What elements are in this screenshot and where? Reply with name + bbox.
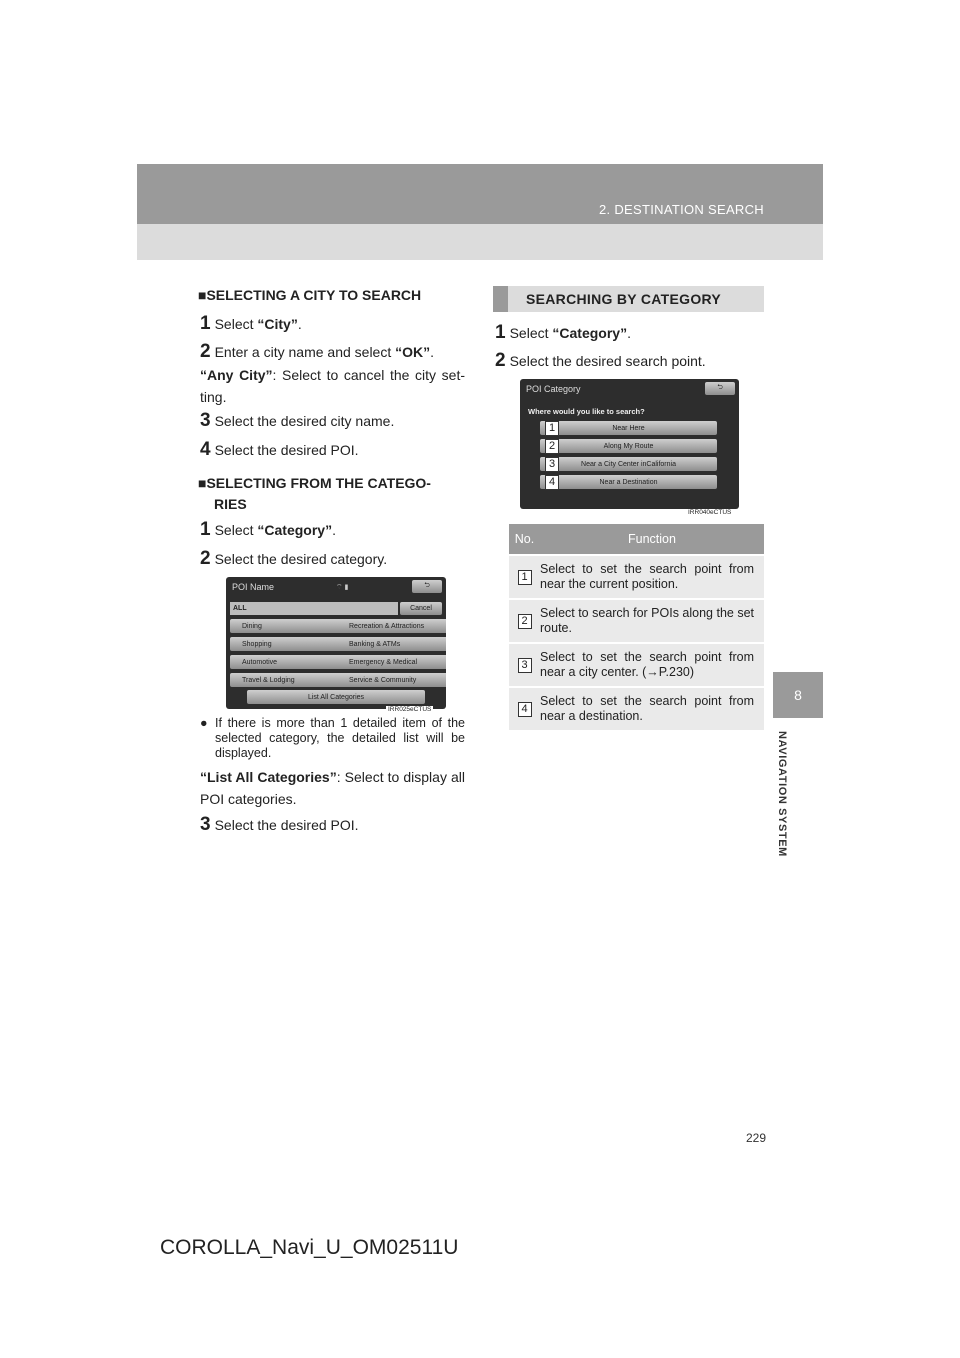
table-header bbox=[509, 524, 764, 555]
table-row bbox=[509, 643, 764, 687]
cancel-button[interactable]: Cancel bbox=[400, 602, 442, 615]
step-2-search: 2 Select the desired search point. bbox=[495, 350, 706, 371]
near-here-button[interactable]: Near Here bbox=[540, 421, 717, 435]
page-number: 229 bbox=[745, 1131, 766, 1145]
heading-select-city: ■SELECTING A CITY TO SEARCH bbox=[198, 287, 422, 303]
section-heading-bar: SEARCHING BY CATEGORY bbox=[493, 286, 764, 312]
callout-number: 1 bbox=[545, 421, 559, 436]
back-icon[interactable]: ⮌ bbox=[705, 382, 735, 395]
near-city-center-button[interactable]: Near a City Center inCalifornia bbox=[540, 457, 717, 471]
list-all-categories-button[interactable]: List All Categories bbox=[247, 690, 425, 704]
category-button[interactable]: Shopping bbox=[230, 637, 347, 651]
row-number: 2 bbox=[518, 614, 532, 629]
search-question: Where would you like to search? bbox=[528, 407, 645, 416]
back-icon[interactable]: ⮌ bbox=[412, 580, 442, 593]
callout-number: 2 bbox=[545, 439, 559, 454]
along-my-route-button[interactable]: Along My Route bbox=[540, 439, 717, 453]
table-row bbox=[509, 555, 764, 599]
row-number: 3 bbox=[518, 658, 532, 673]
category-button[interactable]: Emergency & Medical bbox=[337, 655, 446, 669]
category-button[interactable]: Automotive bbox=[230, 655, 347, 669]
step-3-city: 3 Select the desired city name. bbox=[200, 410, 395, 431]
col-function: Function bbox=[540, 524, 764, 555]
step-1-category: 1 Select “Category”. bbox=[200, 519, 336, 540]
image-code: IRR040eCTUS bbox=[688, 509, 732, 516]
row-function: Select to search for POIs along the set route. bbox=[540, 599, 764, 643]
bullet-icon: ● bbox=[200, 716, 208, 730]
poi-category-screen: POI Category ⮌ Where would you like to search? Near Here Along My Route Near a City Center inCalifornia Near a Destination 1 2 3 4 bbox=[520, 379, 739, 509]
row-number: 4 bbox=[518, 702, 532, 717]
chapter-label: NAVIGATION SYSTEM bbox=[776, 731, 788, 857]
callout-number: 4 bbox=[545, 475, 559, 490]
step-2-category: 2 Select the desired category. bbox=[200, 548, 388, 569]
step-1-city: 1 Select “City”. bbox=[200, 313, 302, 334]
step-2-city: 2 Enter a city name and select “OK”. bbox=[200, 341, 435, 362]
signal-icon: ⌔ ▮ bbox=[336, 584, 349, 591]
category-button[interactable]: Recreation & Attractions bbox=[337, 619, 446, 633]
near-destination-button[interactable]: Near a Destination bbox=[540, 475, 717, 489]
step-1-search: 1 Select “Category”. bbox=[495, 322, 631, 343]
any-city-note: “Any City”: Select to cancel the city set-ting. bbox=[200, 367, 465, 405]
row-function: Select to set the search point from near the current position. bbox=[540, 555, 764, 599]
col-no: No. bbox=[509, 524, 540, 555]
list-all-note: “List All Categories”: Select to display all POI categories. bbox=[200, 769, 466, 807]
chapter-number-tab: 8 bbox=[773, 672, 823, 718]
image-code: IRR025eCTUS bbox=[388, 706, 432, 713]
callout-number: 3 bbox=[545, 457, 559, 472]
category-button[interactable]: Service & Community bbox=[337, 673, 446, 687]
category-button[interactable]: Banking & ATMs bbox=[337, 637, 446, 651]
search-field[interactable]: ALL bbox=[230, 602, 398, 615]
heading-categories-cont: RIES bbox=[214, 496, 247, 512]
header-subband bbox=[137, 224, 823, 260]
step-3-category: 3 Select the desired POI. bbox=[200, 814, 359, 835]
row-function: Select to set the search point from near a destination. bbox=[540, 687, 764, 730]
poi-name-screen: POI Name ⌔ ▮ ⮌ ALL Cancel Dining Recreation & Attractions Shopping Banking & ATMs Automotive Emergency & Medical Travel & Lodging Service & Community List All Categories bbox=[226, 577, 446, 709]
bullet-note: If there is more than 1 detailed item of the selected category, the detailed list will be displayed. bbox=[215, 716, 465, 760]
heading-categories: ■SELECTING FROM THE CATEGO- bbox=[198, 475, 431, 491]
table-row bbox=[509, 687, 764, 730]
category-button[interactable]: Dining bbox=[230, 619, 347, 633]
step-4-city: 4 Select the desired POI. bbox=[200, 439, 359, 460]
category-button[interactable]: Travel & Lodging bbox=[230, 673, 347, 687]
table-row bbox=[509, 599, 764, 643]
function-table bbox=[509, 524, 764, 730]
section-title: 2. DESTINATION SEARCH bbox=[599, 202, 764, 217]
row-function: Select to set the search point from near a city center. (→P.230) bbox=[540, 643, 764, 687]
row-number: 1 bbox=[518, 570, 532, 585]
section-mark bbox=[493, 286, 508, 312]
document-code: COROLLA_Navi_U_OM02511U bbox=[160, 1236, 459, 1259]
